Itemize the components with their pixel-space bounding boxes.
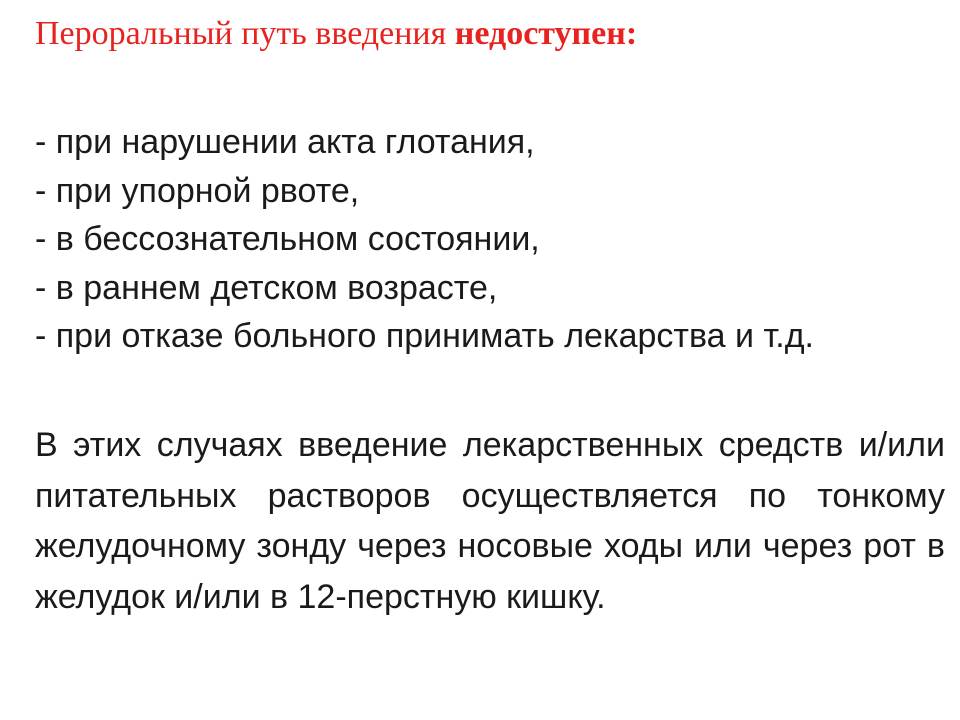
slide-title: [35, 12, 637, 56]
title-emphasis: недоступен:: [454, 15, 638, 52]
list-item: - при упорной рвоте,: [35, 171, 360, 210]
list-item: - при отказе больного принимать лекарства и т.д.: [35, 317, 814, 355]
list-item: - в бессознательном состоянии,: [35, 220, 540, 258]
list-item: - при нарушении акта глотания,: [35, 123, 535, 161]
title-text: Пероральный путь введения: [35, 15, 455, 52]
body-paragraph: В этих случаях введение лекарственных средств и/или питательных растворов осуществляется по тонкому желудочному зонду через носовые ходы или через рот в желудок и/или в 12-перстную кишку.: [35, 426, 945, 616]
list-item: - в раннем детском возрасте,: [35, 268, 498, 307]
contraindication-list: [35, 118, 814, 361]
